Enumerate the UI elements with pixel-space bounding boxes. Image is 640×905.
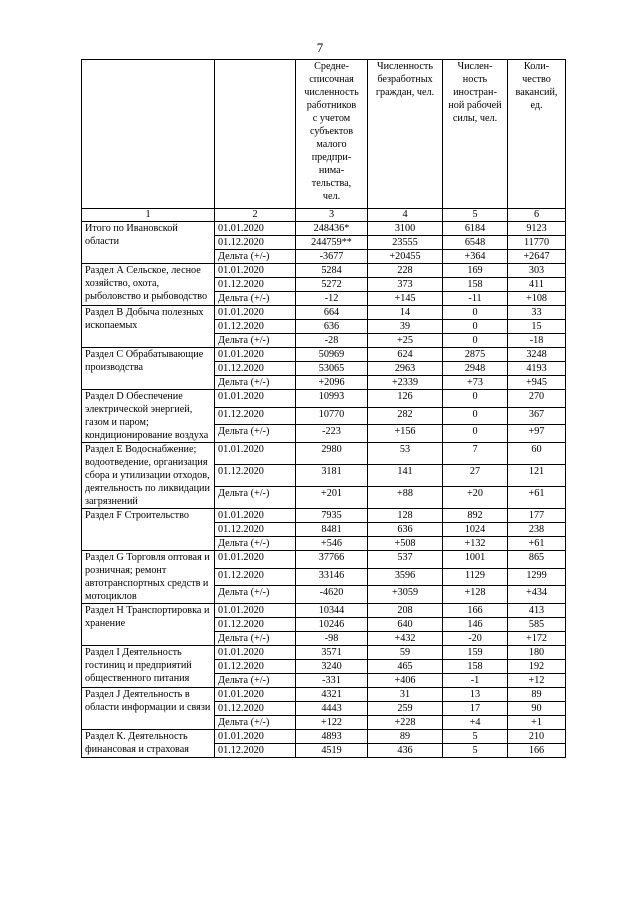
table-row bbox=[82, 730, 566, 744]
value-cell: 23555 bbox=[368, 236, 443, 250]
value-cell: 585 bbox=[508, 618, 566, 632]
period-cell: 01.01.2020 bbox=[215, 730, 296, 744]
period-cell: 01.01.2020 bbox=[215, 264, 296, 278]
value-cell: 53 bbox=[368, 443, 443, 465]
value-cell: +228 bbox=[368, 716, 443, 730]
value-cell: 244759** bbox=[296, 236, 368, 250]
section-name: Раздел I Деятельность гостиниц и предприятий общественного питания bbox=[82, 646, 215, 688]
value-cell: +364 bbox=[443, 250, 508, 264]
value-cell: 2963 bbox=[368, 362, 443, 376]
table-row bbox=[82, 604, 566, 618]
period-cell: Дельта (+/-) bbox=[215, 425, 296, 443]
period-cell: 01.12.2020 bbox=[215, 523, 296, 537]
value-cell: +156 bbox=[368, 425, 443, 443]
value-cell: +1 bbox=[508, 716, 566, 730]
value-cell: 210 bbox=[508, 730, 566, 744]
table-row bbox=[82, 348, 566, 362]
value-cell: 3571 bbox=[296, 646, 368, 660]
value-cell: 636 bbox=[368, 523, 443, 537]
header-row bbox=[82, 60, 566, 209]
value-cell: 373 bbox=[368, 278, 443, 292]
value-cell: 0 bbox=[443, 320, 508, 334]
period-cell: 01.01.2020 bbox=[215, 604, 296, 618]
value-cell: -4620 bbox=[296, 586, 368, 604]
column-number: 2 bbox=[215, 209, 296, 222]
value-cell: 10770 bbox=[296, 407, 368, 425]
value-cell: +432 bbox=[368, 632, 443, 646]
value-cell: -223 bbox=[296, 425, 368, 443]
value-cell: 282 bbox=[368, 407, 443, 425]
value-cell: 60 bbox=[508, 443, 566, 465]
value-cell: 158 bbox=[443, 278, 508, 292]
value-cell: 3248 bbox=[508, 348, 566, 362]
value-cell: 31 bbox=[368, 688, 443, 702]
value-cell: 259 bbox=[368, 702, 443, 716]
table-row bbox=[82, 551, 566, 569]
value-cell: 228 bbox=[368, 264, 443, 278]
period-cell: Дельта (+/-) bbox=[215, 537, 296, 551]
value-cell: 5272 bbox=[296, 278, 368, 292]
value-cell: 0 bbox=[443, 306, 508, 320]
value-cell: 465 bbox=[368, 660, 443, 674]
header-text: Коли- чество вакансий, ед. bbox=[515, 61, 558, 111]
value-cell: 436 bbox=[368, 744, 443, 758]
period-cell: 01.12.2020 bbox=[215, 465, 296, 487]
section-name: Раздел Н Транспортировка и хранение bbox=[82, 604, 215, 646]
header-avg-headcount bbox=[296, 60, 368, 209]
period-cell: 01.12.2020 bbox=[215, 702, 296, 716]
page-number: 7 bbox=[316, 40, 324, 55]
value-cell: 537 bbox=[368, 551, 443, 569]
value-cell: 2980 bbox=[296, 443, 368, 465]
value-cell: +61 bbox=[508, 487, 566, 509]
table-row bbox=[82, 390, 566, 408]
value-cell: 4193 bbox=[508, 362, 566, 376]
period-cell: 01.12.2020 bbox=[215, 568, 296, 586]
value-cell: -18 bbox=[508, 334, 566, 348]
value-cell: 2948 bbox=[443, 362, 508, 376]
period-cell: 01.01.2020 bbox=[215, 509, 296, 523]
header-unemployed bbox=[368, 60, 443, 209]
section-name: Раздел В Добыча полезных ископаемых bbox=[82, 306, 215, 348]
value-cell: +546 bbox=[296, 537, 368, 551]
value-cell: +122 bbox=[296, 716, 368, 730]
value-cell: 128 bbox=[368, 509, 443, 523]
table-row bbox=[82, 443, 566, 465]
value-cell: 33146 bbox=[296, 568, 368, 586]
period-cell: Дельта (+/-) bbox=[215, 376, 296, 390]
value-cell: 3596 bbox=[368, 568, 443, 586]
value-cell: 192 bbox=[508, 660, 566, 674]
table-row bbox=[82, 306, 566, 320]
value-cell: 7 bbox=[443, 443, 508, 465]
value-cell: 10344 bbox=[296, 604, 368, 618]
value-cell: 53065 bbox=[296, 362, 368, 376]
value-cell: +508 bbox=[368, 537, 443, 551]
value-cell: -98 bbox=[296, 632, 368, 646]
period-cell: Дельта (+/-) bbox=[215, 250, 296, 264]
value-cell: 6548 bbox=[443, 236, 508, 250]
value-cell: 180 bbox=[508, 646, 566, 660]
employment-table bbox=[81, 59, 566, 758]
period-cell: 01.12.2020 bbox=[215, 660, 296, 674]
value-cell: 59 bbox=[368, 646, 443, 660]
table-row bbox=[82, 264, 566, 278]
period-cell: 01.01.2020 bbox=[215, 443, 296, 465]
value-cell: 1001 bbox=[443, 551, 508, 569]
value-cell: +128 bbox=[443, 586, 508, 604]
value-cell: +12 bbox=[508, 674, 566, 688]
section-name: Раздел А Сельское, лесное хозяйство, охота, рыболовство и рыбоводство bbox=[82, 264, 215, 306]
value-cell: 17 bbox=[443, 702, 508, 716]
period-cell: 01.12.2020 bbox=[215, 320, 296, 334]
section-name: Раздел К. Деятельность финансовая и страховая bbox=[82, 730, 215, 758]
period-cell: Дельта (+/-) bbox=[215, 632, 296, 646]
value-cell: 10993 bbox=[296, 390, 368, 408]
value-cell: 4893 bbox=[296, 730, 368, 744]
value-cell: 10246 bbox=[296, 618, 368, 632]
value-cell: 865 bbox=[508, 551, 566, 569]
value-cell: 89 bbox=[508, 688, 566, 702]
section-name: Раздел F Строительство bbox=[82, 509, 215, 551]
value-cell: 624 bbox=[368, 348, 443, 362]
value-cell: 0 bbox=[443, 390, 508, 408]
period-cell: Дельта (+/-) bbox=[215, 487, 296, 509]
period-cell: 01.12.2020 bbox=[215, 362, 296, 376]
value-cell: 248436* bbox=[296, 222, 368, 236]
value-cell: +3059 bbox=[368, 586, 443, 604]
period-cell: Дельта (+/-) bbox=[215, 334, 296, 348]
value-cell: 90 bbox=[508, 702, 566, 716]
value-cell: 3100 bbox=[368, 222, 443, 236]
period-cell: Дельта (+/-) bbox=[215, 586, 296, 604]
value-cell: +145 bbox=[368, 292, 443, 306]
header-vacancies bbox=[508, 60, 566, 209]
section-name: Раздел С Обрабатывающие производства bbox=[82, 348, 215, 390]
value-cell: 5 bbox=[443, 744, 508, 758]
value-cell: 5284 bbox=[296, 264, 368, 278]
value-cell: 664 bbox=[296, 306, 368, 320]
value-cell: 411 bbox=[508, 278, 566, 292]
period-cell: Дельта (+/-) bbox=[215, 674, 296, 688]
value-cell: 3181 bbox=[296, 465, 368, 487]
value-cell: 4321 bbox=[296, 688, 368, 702]
header-text: Численность безработных граждан, чел. bbox=[375, 61, 435, 98]
period-cell: 01.12.2020 bbox=[215, 744, 296, 758]
value-cell: 640 bbox=[368, 618, 443, 632]
value-cell: 27 bbox=[443, 465, 508, 487]
period-cell: Дельта (+/-) bbox=[215, 292, 296, 306]
period-cell: 01.01.2020 bbox=[215, 390, 296, 408]
period-cell: 01.01.2020 bbox=[215, 306, 296, 320]
value-cell: 3240 bbox=[296, 660, 368, 674]
value-cell: +172 bbox=[508, 632, 566, 646]
value-cell: 2875 bbox=[443, 348, 508, 362]
value-cell: +73 bbox=[443, 376, 508, 390]
section-name: Раздел G Торговля оптовая и розничная; ремонт автотранспортных средств и мотоциклов bbox=[82, 551, 215, 604]
value-cell: 11770 bbox=[508, 236, 566, 250]
value-cell: 37766 bbox=[296, 551, 368, 569]
value-cell: 14 bbox=[368, 306, 443, 320]
value-cell: 15 bbox=[508, 320, 566, 334]
value-cell: 4443 bbox=[296, 702, 368, 716]
value-cell: +132 bbox=[443, 537, 508, 551]
header-text: Числен- ность иностран- ной рабочей силы, чел. bbox=[448, 61, 502, 124]
value-cell: 8481 bbox=[296, 523, 368, 537]
table-row bbox=[82, 222, 566, 236]
column-number: 1 bbox=[82, 209, 215, 222]
value-cell: 5 bbox=[443, 730, 508, 744]
value-cell: +108 bbox=[508, 292, 566, 306]
value-cell: 89 bbox=[368, 730, 443, 744]
period-cell: Дельта (+/-) bbox=[215, 716, 296, 730]
value-cell: -3677 bbox=[296, 250, 368, 264]
value-cell: +97 bbox=[508, 425, 566, 443]
value-cell: 50969 bbox=[296, 348, 368, 362]
period-cell: 01.01.2020 bbox=[215, 688, 296, 702]
value-cell: -28 bbox=[296, 334, 368, 348]
value-cell: 126 bbox=[368, 390, 443, 408]
value-cell: 166 bbox=[508, 744, 566, 758]
value-cell: 1024 bbox=[443, 523, 508, 537]
value-cell: -1 bbox=[443, 674, 508, 688]
value-cell: 1129 bbox=[443, 568, 508, 586]
section-name: Итого по Ивановской области bbox=[82, 222, 215, 264]
value-cell: 33 bbox=[508, 306, 566, 320]
value-cell: 9123 bbox=[508, 222, 566, 236]
column-number: 5 bbox=[443, 209, 508, 222]
period-cell: 01.01.2020 bbox=[215, 551, 296, 569]
value-cell: +945 bbox=[508, 376, 566, 390]
value-cell: 121 bbox=[508, 465, 566, 487]
column-number-row bbox=[82, 209, 566, 222]
section-name: Раздел D Обеспечение электрической энергией, газом и паром; кондиционирование воздуха bbox=[82, 390, 215, 443]
value-cell: +4 bbox=[443, 716, 508, 730]
header-foreign-workforce bbox=[443, 60, 508, 209]
value-cell: -20 bbox=[443, 632, 508, 646]
value-cell: 1299 bbox=[508, 568, 566, 586]
value-cell: 166 bbox=[443, 604, 508, 618]
value-cell: 413 bbox=[508, 604, 566, 618]
value-cell: 177 bbox=[508, 509, 566, 523]
value-cell: +201 bbox=[296, 487, 368, 509]
value-cell: 13 bbox=[443, 688, 508, 702]
value-cell: +2647 bbox=[508, 250, 566, 264]
period-cell: 01.01.2020 bbox=[215, 348, 296, 362]
value-cell: +2339 bbox=[368, 376, 443, 390]
value-cell: 169 bbox=[443, 264, 508, 278]
header-period bbox=[215, 60, 296, 209]
value-cell: 0 bbox=[443, 407, 508, 425]
table-row bbox=[82, 688, 566, 702]
value-cell: +406 bbox=[368, 674, 443, 688]
value-cell: 0 bbox=[443, 425, 508, 443]
value-cell: 7935 bbox=[296, 509, 368, 523]
value-cell: +25 bbox=[368, 334, 443, 348]
value-cell: 159 bbox=[443, 646, 508, 660]
value-cell: 39 bbox=[368, 320, 443, 334]
value-cell: 146 bbox=[443, 618, 508, 632]
table-row bbox=[82, 509, 566, 523]
section-name: Раздел Е Водоснабжение; водоотведение, организация сбора и утилизации отходов, деятельность по ликвидации загрязнений bbox=[82, 443, 215, 509]
header-section bbox=[82, 60, 215, 209]
value-cell: 6184 bbox=[443, 222, 508, 236]
value-cell: 892 bbox=[443, 509, 508, 523]
value-cell: -331 bbox=[296, 674, 368, 688]
period-cell: 01.12.2020 bbox=[215, 618, 296, 632]
period-cell: 01.12.2020 bbox=[215, 278, 296, 292]
value-cell: +20455 bbox=[368, 250, 443, 264]
value-cell: -12 bbox=[296, 292, 368, 306]
column-number: 3 bbox=[296, 209, 368, 222]
column-number: 4 bbox=[368, 209, 443, 222]
value-cell: +434 bbox=[508, 586, 566, 604]
value-cell: 636 bbox=[296, 320, 368, 334]
value-cell: +20 bbox=[443, 487, 508, 509]
column-number: 6 bbox=[508, 209, 566, 222]
value-cell: 208 bbox=[368, 604, 443, 618]
value-cell: -11 bbox=[443, 292, 508, 306]
value-cell: +88 bbox=[368, 487, 443, 509]
period-cell: 01.12.2020 bbox=[215, 236, 296, 250]
period-cell: 01.01.2020 bbox=[215, 646, 296, 660]
table-row bbox=[82, 646, 566, 660]
value-cell: 0 bbox=[443, 334, 508, 348]
value-cell: +2096 bbox=[296, 376, 368, 390]
value-cell: 238 bbox=[508, 523, 566, 537]
section-name: Раздел J Деятельность в области информации и связи bbox=[82, 688, 215, 730]
value-cell: 158 bbox=[443, 660, 508, 674]
value-cell: 4519 bbox=[296, 744, 368, 758]
value-cell: +61 bbox=[508, 537, 566, 551]
period-cell: 01.01.2020 bbox=[215, 222, 296, 236]
value-cell: 367 bbox=[508, 407, 566, 425]
value-cell: 141 bbox=[368, 465, 443, 487]
period-cell: 01.12.2020 bbox=[215, 407, 296, 425]
value-cell: 303 bbox=[508, 264, 566, 278]
value-cell: 270 bbox=[508, 390, 566, 408]
header-text: Средне- списочная численность работников с учетом субъектов малого предпри- нима- тельства, чел. bbox=[304, 61, 359, 202]
